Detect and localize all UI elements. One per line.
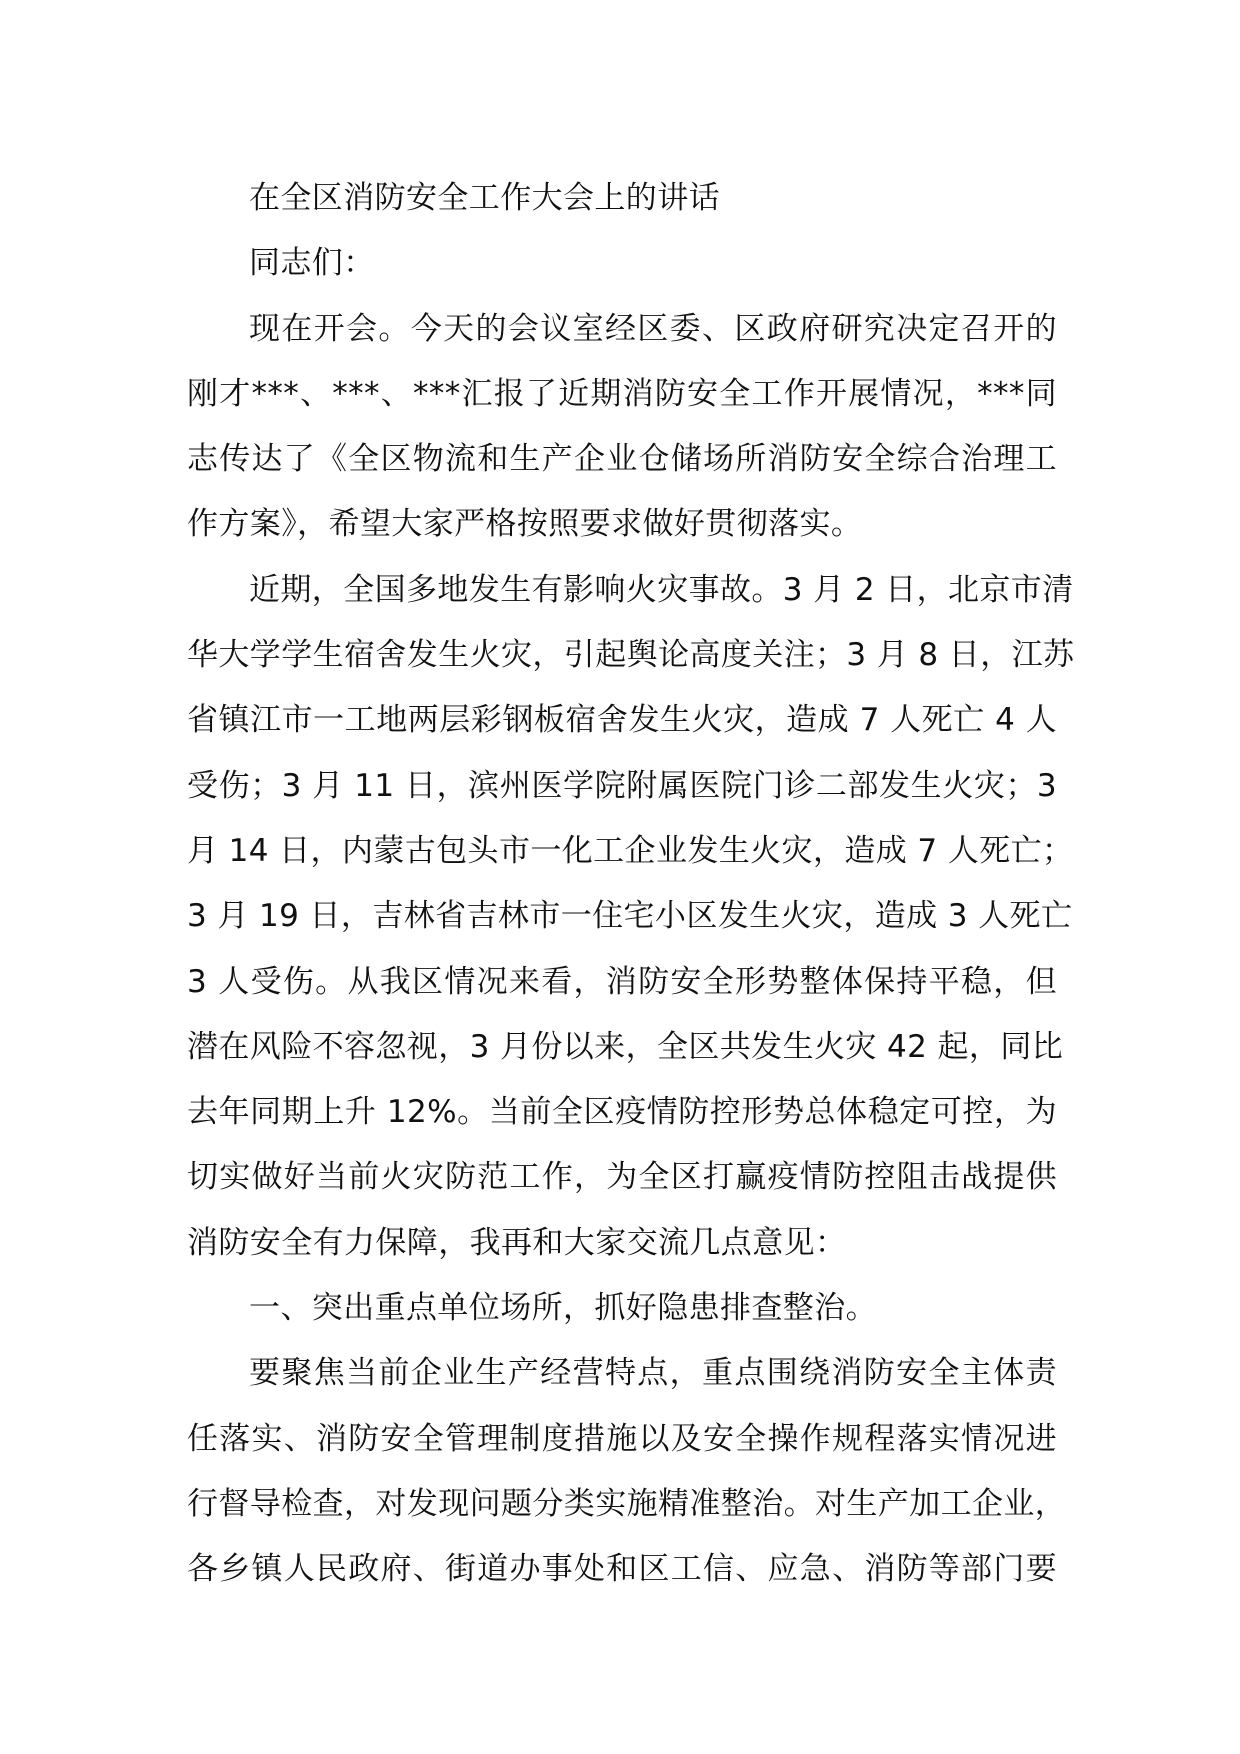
text-line: 月 14 日，内蒙古包头市一化工企业发生火灾，造成 7 人死亡； xyxy=(187,832,1074,869)
text-line: 作方案》，希望大家严格按照要求做好贯彻落实。 xyxy=(187,506,863,543)
text-line: 3 人受伤。从我区情况来看，消防安全形势整体保持平稳，但 xyxy=(187,963,1057,1000)
document-body xyxy=(187,166,1075,1603)
text-line: 要聚焦当前企业生产经营特点，重点围绕消防安全主体责 xyxy=(249,1355,1057,1392)
text-line: 消防安全有力保障，我再和大家交流几点意见： xyxy=(187,1224,847,1261)
text-line: 省镇江市一工地两层彩钢板宿舍发生火灾，造成 7 人死亡 4 人 xyxy=(187,702,1057,739)
greeting-line: 同志们： xyxy=(249,245,375,282)
text-line: 各乡镇人民政府、街道办事处和区工信、应急、消防等部门要 xyxy=(187,1551,1057,1588)
text-line: 现在开会。今天的会议室经区委、区政府研究决定召开的 xyxy=(249,310,1057,347)
document-title: 在全区消防安全工作大会上的讲话 xyxy=(249,180,720,216)
text-line: 切实做好当前火灾防范工作，为全区打赢疫情防控阻击战提供 xyxy=(187,1159,1057,1196)
text-line: 一、突出重点单位场所，抓好隐患排查整治。 xyxy=(249,1290,877,1327)
text-line: 行督导检查，对发现问题分类实施精准整治。对生产加工企业， xyxy=(187,1485,1067,1522)
text-line: 近期，全国多地发生有影响火灾事故。3 月 2 日，北京市清 xyxy=(249,571,1074,608)
text-line: 华大学学生宿舍发生火灾，引起舆论高度关注；3 月 8 日，江苏 xyxy=(187,637,1075,674)
text-line: 任落实、消防安全管理制度措施以及安全操作规程落实情况进 xyxy=(187,1420,1057,1457)
text-line: 受伤；3 月 11 日，滨州医学院附属医院门诊二部发生火灾；3 xyxy=(187,767,1057,804)
text-line: 潜在风险不容忽视，3 月份以来，全区共发生火灾 42 起，同比 xyxy=(187,1028,1064,1065)
body-text xyxy=(187,297,1075,1603)
text-line: 去年同期上升 12%。当前全区疫情防控形势总体稳定可控，为 xyxy=(187,1094,1057,1131)
text-line: 3 月 19 日，吉林省吉林市一住宅小区发生火灾，造成 3 人死亡 xyxy=(187,898,1073,935)
text-line: 志传达了《全区物流和生产企业仓储场所消防安全综合治理工 xyxy=(187,441,1057,478)
text-line: 刚才***、***、***汇报了近期消防安全工作开展情况，***同 xyxy=(187,375,1057,412)
